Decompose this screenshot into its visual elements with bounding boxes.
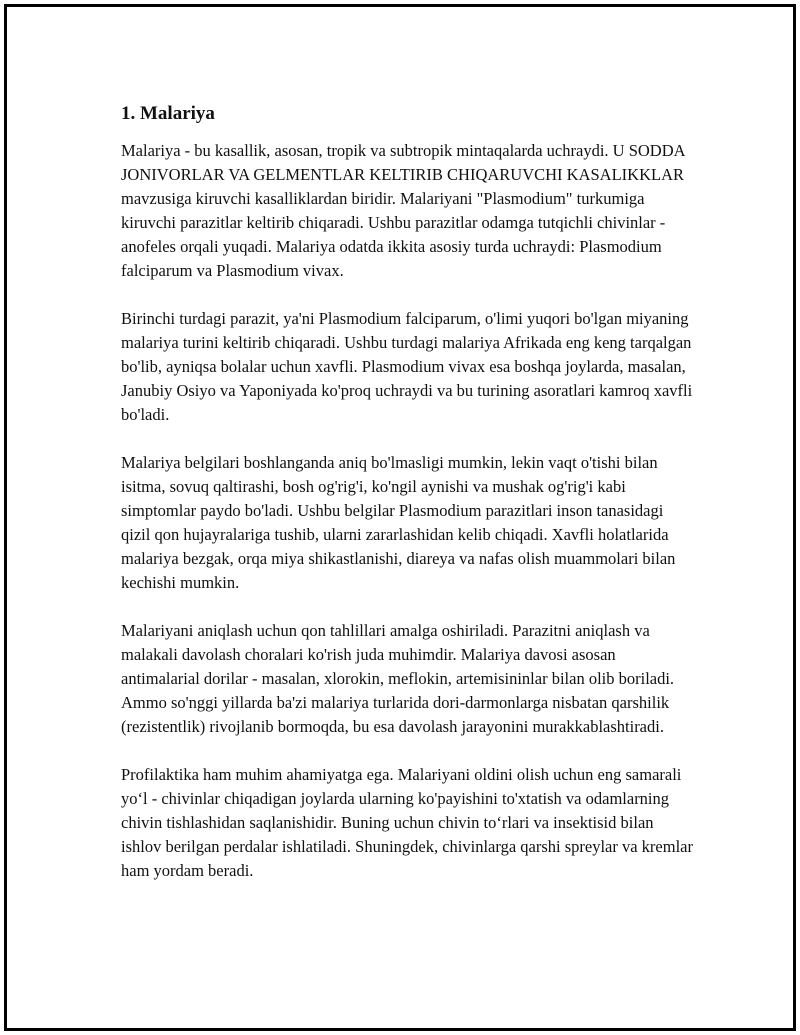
section-heading: 1. Malariya (121, 103, 215, 124)
paragraph-falciparum: Birinchi turdagi parazit, ya'ni Plasmodium falciparum, o'limi yuqori bo'lgan miyaning malariya turini keltirib chiqaradi. Ushbu turdagi malariya Afrikada eng keng tarqalgan bo'lib, ayniqsa bolalar uchun xavfli. Plasmodium vivax esa boshqa joylarda, masalan, Janubiy Osiyo va Yaponiyada ko'proq uchraydi va bu turining asoratlari kamroq xavfli bo'ladi. (121, 309, 693, 424)
paragraph-prevention: Profilaktika ham muhim ahamiyatga ega. Malariyani oldini olish uchun eng samarali yo‘l - chivinlar chiqadigan joylarda ularning ko'payishini to'xtatish va odamlarning chivin tishlashidan saqlanishidir. Buning uchun chivin to‘rlari va insektisid bilan ishlov berilgan perdalar ishlatiladi. Shuningdek, chivinlarga qarshi spreylar va kremlar ham yordam beradi. (121, 765, 693, 880)
paragraph-symptoms: Malariya belgilari boshlanganda aniq bo'lmasligi mumkin, lekin vaqt o'tishi bilan isitma, sovuq qaltirashi, bosh og'rig'i, ko'ngil aynishi va mushak og'rig'i kabi simptomlar paydo bo'ladi. Ushbu belgilar Plasmodium parazitlari inson tanasidagi qizil qon hujayralariga tushib, ularni zararlashidan kelib chiqadi. Xavfli holatlarida malariya bezgak, orqa miya shikastlanishi, diareya va nafas olish muammolari bilan kechishi mumkin. (121, 453, 676, 592)
page-frame (4, 4, 796, 1031)
paragraph-intro: Malariya - bu kasallik, asosan, tropik va subtropik mintaqalarda uchraydi. U SODDA JONIVORLAR VA GELMENTLAR KELTIRIB CHIQARUVCHI KASALIKKLAR mavzusiga kiruvchi kasalliklardan biridir. Malariyani "Plasmodium" turkumiga kiruvchi parazitlar keltirib chiqaradi. Ushbu parazitlar odamga tutqichli chivinlar - anofeles orqali yuqadi. Malariya odatda ikkita asosiy turda uchraydi: Plasmodium falciparum va Plasmodium vivax. (121, 141, 685, 280)
paragraph-diagnosis: Malariyani aniqlash uchun qon tahlillari amalga oshiriladi. Parazitni aniqlash va malakali davolash choralari ko'rish juda muhimdir. Malariya davosi asosan antimalarial dorilar - masalan, xlorokin, meflokin, artemisininlar bilan olib boriladi. Ammo so'nggi yillarda ba'zi malariya turlarida dori-darmonlarga nisbatan qarshilik (rezistentlik) rivojlanib bormoqda, bu esa davolash jarayonini murakkablashtiradi. (121, 621, 675, 736)
document-body (121, 101, 696, 907)
